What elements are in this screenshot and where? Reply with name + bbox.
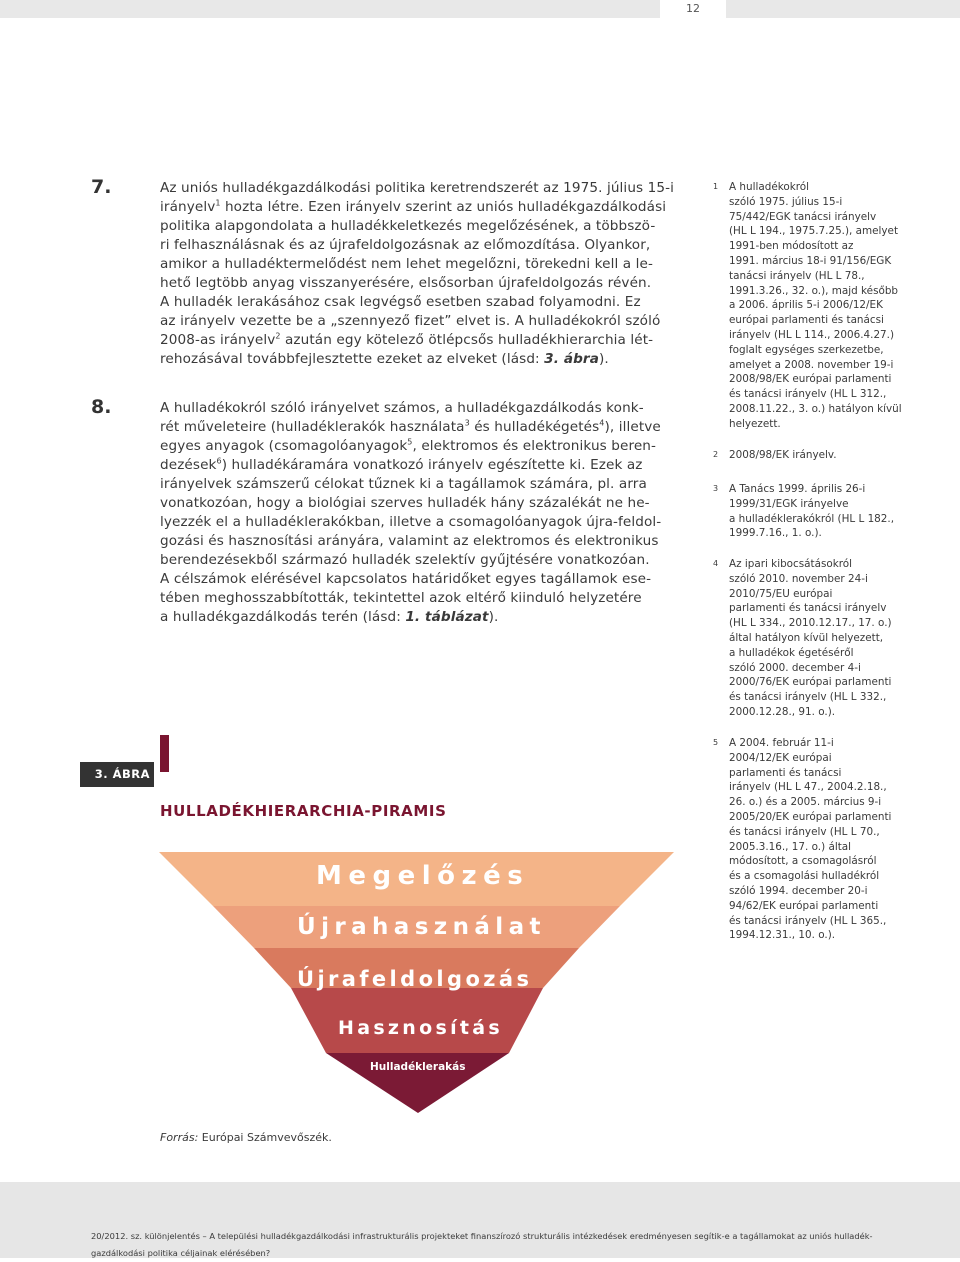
text-line: gozási és hasznosítási arányára, valamint az elektromos és elektronikus — [160, 533, 659, 549]
text-line: Az uniós hulladékgazdálkodási politika keretrendszerét az 1975. július 15-i — [160, 180, 675, 196]
text-line: irányelvek számszerű célokat tűznek ki a tagállamok számára, pl. arra — [160, 476, 647, 492]
footnote-text: 2008/98/EK irányelv. — [729, 449, 837, 461]
text-line: rét műveleteire (hulladéklerakók használata$^3$ és hulladékégetés$^4$), illetve — [160, 418, 661, 435]
text-line: rehozásával továbbfejlesztette ezeket az elveket (lásd: 3. ábra). — [160, 351, 609, 367]
footnote-text: Az ipari kibocsátásokról szóló 2010. november 24-i 2010/75/EU európai parlamenti és tanácsi irányelv (HL L 334., 2010.12.17., 17. o.) által hatályon kívül helyezett, a hulladékok égetéséről szóló 2000. december 4-i 2000/76/EK európai parlamenti és tanácsi irányelv (HL L 332., 2000.12.28., 91. o.). — [729, 558, 892, 718]
text-line: vonatkozóan, hogy a biológiai szerves hulladék hány százalékát ne he- — [160, 495, 650, 511]
figure-title: HULLADÉKHIERARCHIA-PIRAMIS — [160, 802, 447, 820]
footnote-number: 3 — [713, 484, 719, 493]
text-line: tében meghosszabbították, tekintettel azok eltérő kiinduló helyzetére — [160, 590, 642, 606]
footnote-text: A 2004. február 11-i 2004/12/EK európai parlamenti és tanácsi irányelv (HL L 47., 2004.2.18., 26. o.) és a 2005. március 9-i 2005/20/EK európai parlamenti és tanácsi irányelv (HL L 70., 2005.3.16., 17. o.) által módosított, a csomagolásról és a csomagolási hulladékról szóló 1994. december 20-i 94/62/EK európai parlamenti és tanácsi irányelv (HL L 365., 1994.12.31., 10. o.). — [729, 737, 892, 942]
footnote-number: 4 — [713, 559, 719, 568]
footer — [0, 1182, 960, 1258]
paragraph-number-7: 7. — [91, 176, 112, 198]
pyramid-label-5: Hulladéklerakás — [370, 1061, 466, 1073]
pyramid-label-1: Megelőzés — [316, 861, 530, 891]
text-line: dezések$^6$) hulladékáramára vonatkozó irányelv egészítette ki. Ezek az — [160, 456, 643, 473]
figure-tab: 3. ÁBRA — [80, 762, 154, 787]
paragraph-number-8: 8. — [91, 396, 112, 418]
text-line: politika alapgondolata a hulladékkeletkezés megelőzésének, a többszö- — [160, 218, 656, 234]
footnote-number: 1 — [713, 182, 719, 191]
text-line: A célszámok elérésével kapcsolatos határidőket egyes tagállamok ese- — [160, 571, 652, 587]
text-line: egyes anyagok (csomagolóanyagok$^5$, elektromos és elektronikus beren- — [160, 437, 657, 454]
table-reference: 1. táblázat — [405, 609, 489, 625]
footnote-number: 5 — [713, 738, 719, 747]
text-line: hető legtöbb anyag visszanyerésére, elsősorban újrafeldolgozás révén. — [160, 275, 652, 291]
text-line: 2008-as irányelv$^2$ azután egy kötelező ötlépcsős hulladékhierarchia lét- — [160, 331, 654, 348]
footnote-text: A hulladékokról szóló 1975. július 15-i 75/442/EGK tanácsi irányelv (HL L 194., 1975.7.25.), amelyet 1991-ben módosított az 1991. március 18-i 91/156/EGK tanácsi irányelv (HL L 78., 1991.3.26., 32. o.), majd később a 2006. április 5-i 2006/12/EK európai parlamenti és tanácsi irányelv (HL L 114., 2006.4.27.) foglalt egységes szerkezetbe, amelyet a 2008. november 19-i 2008/98/EK európai parlamenti és tanácsi irányelv (HL L 312., 2008.11.22., 3. o.) hatályon kívül helyezett. — [729, 181, 902, 430]
text-line: lyezzék el a hulladéklerakókban, illetve a csomagolóanyagok újra-feldol- — [160, 514, 662, 530]
text-line: az irányelv vezette be a „szennyező fizet” elvet is. A hulladékokról szóló — [160, 313, 661, 329]
text-line: a hulladékgazdálkodás terén (lásd: 1. táblázat). — [160, 609, 499, 625]
figure-source: Forrás: Európai Számvevőszék. — [160, 1131, 332, 1144]
text-line: berendezésekből származó hulladék szelektív gyűjtésére vonatkozóan. — [160, 552, 650, 568]
text-line: ri felhasználásnak és az újrafeldolgozásnak az előmozdítása. Olyankor, — [160, 237, 651, 253]
footnote-number: 2 — [713, 450, 719, 459]
pyramid-label-2: Újrahasználat — [297, 914, 546, 940]
footnote-text: A Tanács 1999. április 26-i 1999/31/EGK irányelve a hulladéklerakókról (HL L 182., 1999.7.16., 1. o.). — [729, 483, 895, 540]
pyramid-label-4: Hasznosítás — [338, 1017, 504, 1039]
pyramid-label-3: Újrafeldolgozás — [297, 967, 533, 991]
text-line: A hulladékokról szóló irányelvet számos, a hulladékgazdálkodás konk- — [160, 400, 644, 416]
text-line: irányelv$^1$ hozta létre. Ezen irányelv szerint az uniós hulladékgazdálkodási — [160, 198, 667, 215]
footer-text: 20/2012. sz. különjelentés – A települési hulladékgazdálkodási infrastrukturális projekteket finanszírozó strukturális intézkedések eredményesen segítik-e a tagállamokat az uniós hulladék- gazdálkodási politika céljainak elérésében? — [91, 1231, 873, 1258]
text-line: amikor a hulladéktermelődést nem lehet megelőzni, törekedni kell a le- — [160, 256, 653, 272]
text-line: A hulladék lerakásához csak legvégső esetben szabad folyamodni. Ez — [160, 294, 641, 310]
figure-reference: 3. ábra — [544, 351, 600, 367]
page-number: 12 — [660, 0, 726, 18]
